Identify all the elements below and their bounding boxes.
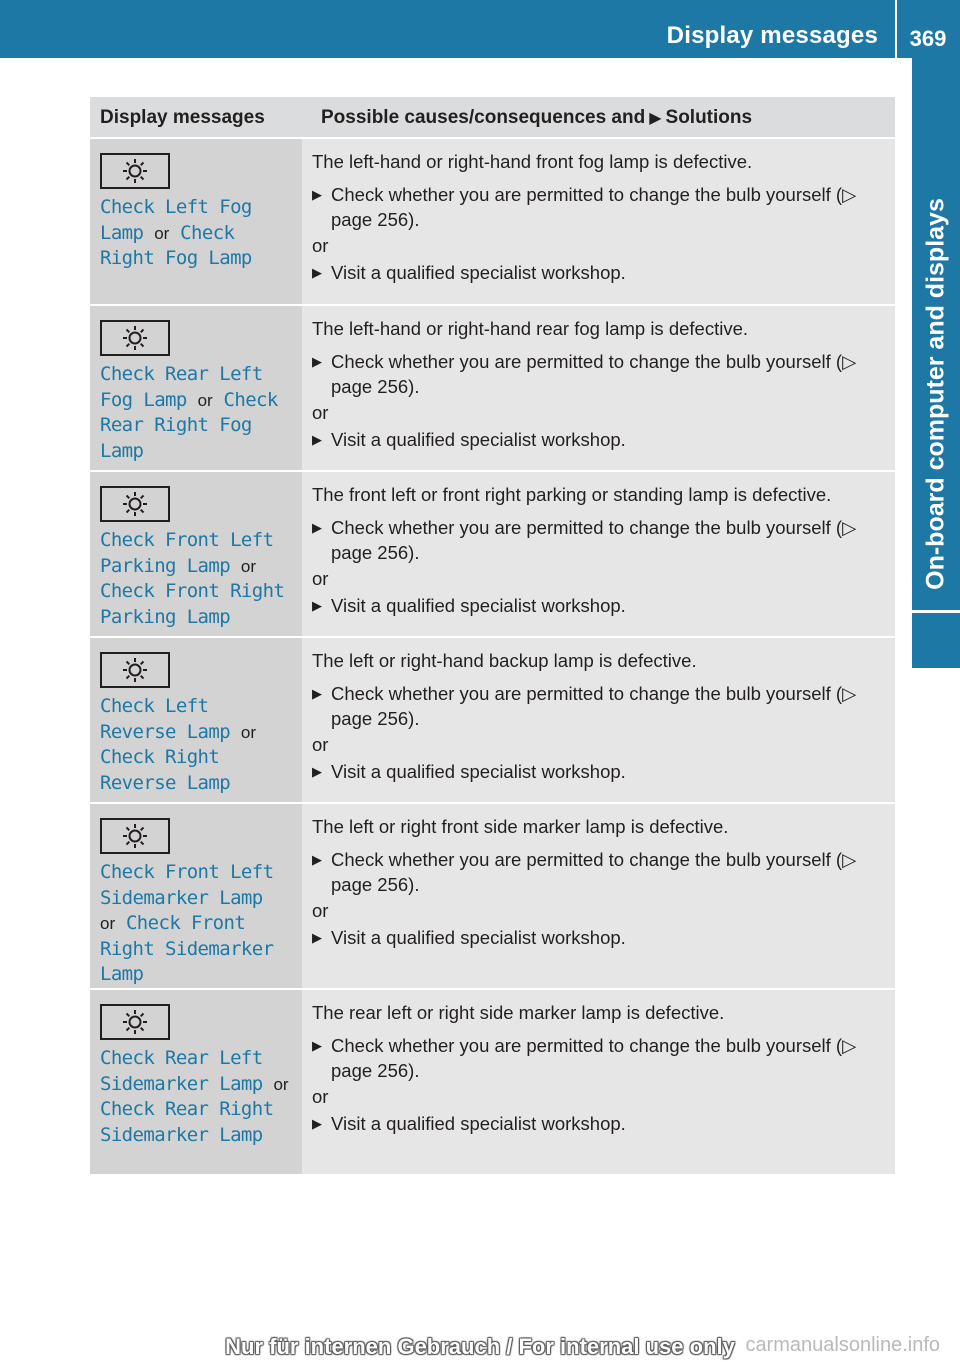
- solution-step: ▶ Check whether you are permitted to change the bulb yourself (▷ page 256).: [312, 517, 857, 563]
- bulb-warning-icon: [100, 1004, 170, 1040]
- solution-step: ▶ Visit a qualified specialist workshop.: [312, 262, 626, 283]
- footer-site: carmanualsonline.info: [745, 1334, 940, 1356]
- bulb-warning-icon: [100, 652, 170, 688]
- display-message-text: Check Front Left Sidemarker Lamp or Check Front Right Sidemarker Lamp: [100, 861, 274, 985]
- message-cell: [90, 472, 302, 636]
- cause-text: The left or right-hand backup lamp is defective.: [312, 650, 697, 671]
- solution-step: ▶ Check whether you are permitted to change the bulb yourself (▷ page 256).: [312, 184, 857, 230]
- bulb-warning-icon: [100, 320, 170, 356]
- display-messages-table: [90, 97, 895, 1176]
- table-row: [90, 804, 895, 990]
- table-row: [90, 472, 895, 638]
- display-message-text: Check Rear Left Fog Lamp or Check Rear Right Fog Lamp: [100, 363, 278, 462]
- page-title: Display messages: [666, 22, 878, 49]
- footer-watermark: Nur für internen Gebrauch / For internal use only: [225, 1334, 735, 1359]
- cause-text: The front left or front right parking or standing lamp is defective.: [312, 484, 832, 505]
- step-arrow-icon: ▶: [312, 852, 322, 867]
- side-marker-block: [912, 613, 960, 668]
- message-cell: [90, 990, 302, 1174]
- solution-cell: [302, 306, 895, 470]
- or-text: or: [312, 1086, 329, 1107]
- step-arrow-icon: ▶: [312, 187, 322, 202]
- solution-cell: [302, 638, 895, 802]
- step-arrow-icon: ▶: [312, 520, 322, 535]
- solution-step: ▶ Check whether you are permitted to change the bulb yourself (▷ page 256).: [312, 849, 857, 895]
- or-text: or: [312, 235, 329, 256]
- display-message-text: Check Left Fog Lamp or Check Right Fog Lamp: [100, 196, 252, 269]
- table-row: [90, 990, 895, 1176]
- step-arrow-icon: ▶: [312, 686, 322, 701]
- step-arrow-icon: ▶: [312, 1116, 322, 1131]
- table-row: [90, 638, 895, 804]
- message-cell: [90, 804, 302, 988]
- display-message-text: Check Rear Left Sidemarker Lamp or Check Rear Right Sidemarker Lamp: [100, 1047, 289, 1146]
- page-number: 369: [909, 26, 947, 51]
- step-arrow-icon: ▶: [312, 598, 322, 613]
- display-message-text: Check Front Left Parking Lamp or Check Front Right Parking Lamp: [100, 529, 285, 628]
- bulb-warning-icon: [100, 818, 170, 854]
- step-arrow-icon: ▶: [312, 764, 322, 779]
- step-arrow-icon: ▶: [312, 354, 322, 369]
- solution-step: ▶ Visit a qualified specialist workshop.: [312, 595, 626, 616]
- or-text: or: [312, 402, 329, 423]
- solution-cell: [302, 990, 895, 1174]
- cause-text: The rear left or right side marker lamp is defective.: [312, 1002, 725, 1023]
- bulb-warning-icon: [100, 486, 170, 522]
- solution-step: ▶ Check whether you are permitted to change the bulb yourself (▷ page 256).: [312, 1035, 857, 1081]
- solution-cell: [302, 804, 895, 988]
- header-divider: [895, 0, 897, 58]
- or-text: or: [312, 900, 329, 921]
- or-text: or: [312, 734, 329, 755]
- message-cell: [90, 638, 302, 802]
- solution-cell: [302, 139, 895, 304]
- solution-cell: [302, 472, 895, 636]
- solution-step: ▶ Check whether you are permitted to change the bulb yourself (▷ page 256).: [312, 683, 857, 729]
- step-arrow-icon: ▶: [312, 432, 322, 447]
- triangle-arrow-icon: ▶: [649, 110, 662, 127]
- solution-step: ▶ Visit a qualified specialist workshop.: [312, 761, 626, 782]
- cause-text: The left or right front side marker lamp is defective.: [312, 816, 729, 837]
- message-cell: [90, 139, 302, 304]
- step-arrow-icon: ▶: [312, 1038, 322, 1053]
- table-row: [90, 139, 895, 306]
- side-chapter-label: On-board computer and displays: [921, 198, 950, 590]
- solution-step: ▶ Visit a qualified specialist workshop.: [312, 1113, 626, 1134]
- solution-step: ▶ Visit a qualified specialist workshop.: [312, 927, 626, 948]
- step-arrow-icon: ▶: [312, 265, 322, 280]
- display-message-text: Check Left Reverse Lamp or Check Right Reverse Lamp: [100, 695, 257, 794]
- col-header-solutions: Possible causes/consequences and ▶ Solutions: [321, 107, 753, 128]
- cause-text: The left-hand or right-hand front fog lamp is defective.: [312, 151, 753, 172]
- cause-text: The left-hand or right-hand rear fog lamp is defective.: [312, 318, 749, 339]
- table-header: [90, 97, 895, 139]
- header-bar: [0, 0, 960, 58]
- step-arrow-icon: ▶: [312, 930, 322, 945]
- or-text: or: [312, 568, 329, 589]
- message-cell: [90, 306, 302, 470]
- bulb-warning-icon: [100, 153, 170, 189]
- solution-step: ▶ Check whether you are permitted to change the bulb yourself (▷ page 256).: [312, 351, 857, 397]
- solution-step: ▶ Visit a qualified specialist workshop.: [312, 429, 626, 450]
- table-row: [90, 306, 895, 472]
- col-header-messages: Display messages: [100, 107, 265, 128]
